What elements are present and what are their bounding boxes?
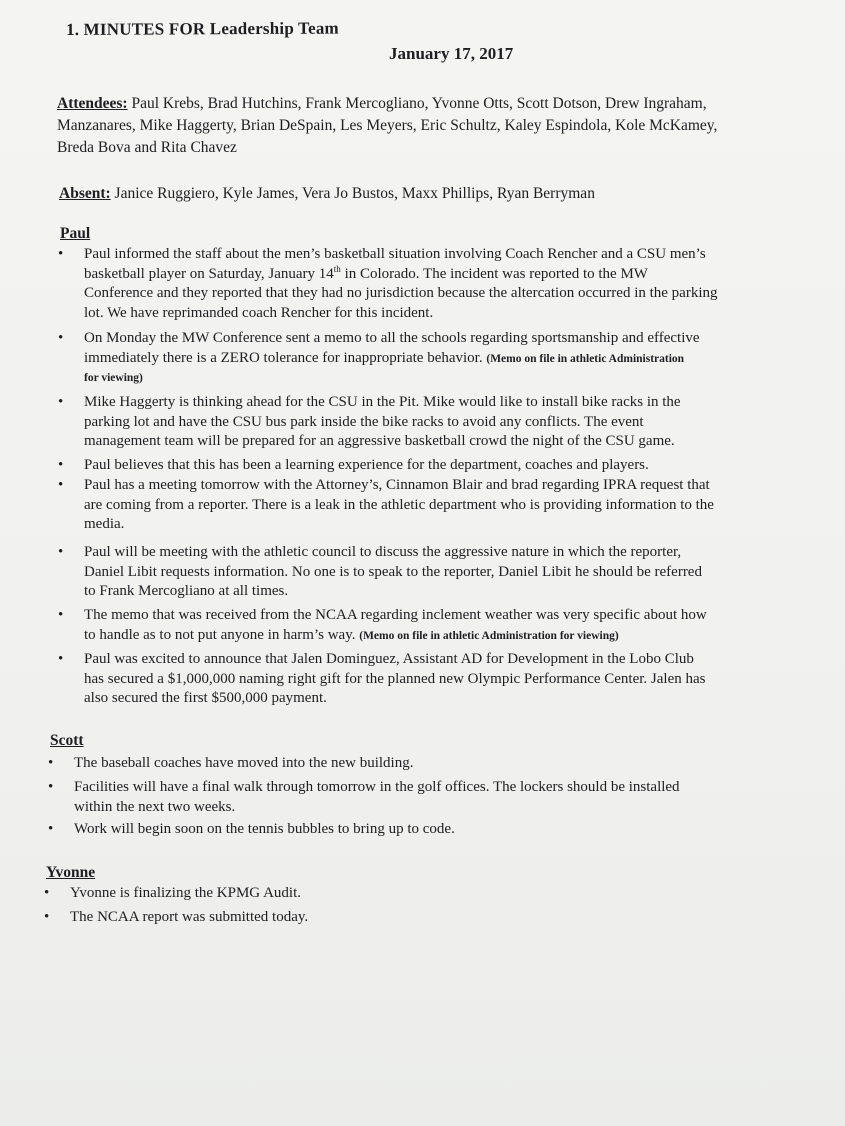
bullet-dot: •	[58, 607, 64, 623]
bullet-line: Paul informed the staff about the men’s basketball situation involving Coach Rencher and a CSU men’s	[84, 246, 706, 262]
bullet-line: lot. We have reprimanded coach Rencher for this incident.	[84, 304, 434, 321]
bullet-line-part: immediately there is a ZERO tolerance for inappropriate behavior.	[84, 349, 487, 366]
bullet-line: Yvonne is finalizing the KPMG Audit.	[70, 885, 301, 901]
attendees-line-1	[57, 94, 707, 114]
bullet-line-part: basketball player on Saturday, January 14	[84, 265, 334, 282]
absent-label: Absent:	[59, 185, 111, 202]
bullet-line: Work will begin soon on the tennis bubbles to bring up to code.	[74, 821, 455, 837]
bullet-dot: •	[44, 909, 50, 925]
bullet-line: media.	[84, 516, 125, 532]
bullet-line: The NCAA report was submitted today.	[70, 909, 309, 925]
bullet-dot: •	[58, 457, 64, 473]
bullet-line: also secured the first $500,000 payment.	[84, 690, 327, 706]
bullet-line: are coming from a reporter. There is a leak in the athletic department who is providing information to the	[84, 496, 714, 513]
bullet-dot: •	[58, 394, 64, 410]
bullet-dot: •	[58, 330, 64, 346]
bullet-dot: •	[48, 755, 54, 771]
attendees-line-2: Manzanares, Mike Haggerty, Brian DeSpain, Les Meyers, Eric Schultz, Kaley Espindola, Kole McKamey,	[57, 117, 718, 134]
bullet-dot: •	[58, 651, 64, 667]
section-heading-paul: Paul	[60, 225, 91, 242]
attendees-line-3: Breda Bova and Rita Chavez	[57, 139, 237, 156]
attendees-label: Attendees:	[57, 95, 128, 112]
bullet-dot: •	[58, 477, 64, 493]
bullet-line: to Frank Mercogliano at all times.	[84, 583, 289, 599]
bullet-line: parking lot and have the CSU bus park inside the bike racks to avoid any conflicts. The event	[84, 413, 644, 430]
bullet-line	[84, 349, 700, 369]
bullet-line: management team will be prepared for an aggressive basketball crowd the night of the CSU game.	[84, 433, 675, 449]
bullet-line: Paul believes that this has been a learning experience for the department, coaches and players.	[84, 457, 649, 473]
bullet-line: has secured a $1,000,000 naming right gift for the planned new Olympic Performance Center. Jalen has	[84, 670, 706, 687]
bullet-line: Paul has a meeting tomorrow with the Attorney’s, Cinnamon Blair and brad regarding IPRA request that	[84, 477, 710, 493]
bullet-line-part: to handle as to not put anyone in harm’s way.	[84, 626, 360, 643]
bullet-line: Daniel Libit requests information. No one is to speak to the reporter, Daniel Libit he should be referred	[84, 563, 702, 580]
bullet-dot: •	[48, 779, 54, 795]
bullet-line: The baseball coaches have moved into the new building.	[74, 755, 414, 771]
document-title: 1. MINUTES FOR Leadership Team	[66, 18, 339, 39]
bullet-line-part: in Colorado. The incident was reported to the MW	[340, 265, 648, 282]
absent-line	[59, 184, 595, 204]
bullet-line: Paul will be meeting with the athletic council to discuss the aggressive nature in which the reporter,	[84, 544, 682, 560]
bullet-line: Conference and they reported that they had no jurisdiction because the altercation occurred in the parking	[84, 285, 718, 301]
bullet-line: within the next two weeks.	[74, 798, 236, 815]
bullet-line	[84, 265, 718, 285]
bullet-dot: •	[48, 821, 54, 837]
bullet-line: Mike Haggerty is thinking ahead for the CSU in the Pit. Mike would like to install bike racks in the	[84, 394, 681, 410]
bullet-line	[84, 626, 707, 646]
memo-note: (Memo on file in athletic Administration for viewing)	[359, 629, 619, 642]
bullet-line: Facilities will have a final walk through tomorrow in the golf offices. The lockers should be installed	[74, 779, 680, 795]
bullet-dot: •	[58, 246, 64, 262]
section-heading-scott: Scott	[50, 732, 84, 749]
attendees-text-1: Paul Krebs, Brad Hutchins, Frank Mercogliano, Yvonne Otts, Scott Dotson, Drew Ingraham,	[131, 95, 707, 112]
memo-note: for viewing)	[84, 372, 143, 384]
bullet-line: Paul was excited to announce that Jalen Dominguez, Assistant AD for Development in the Lobo Club	[84, 651, 694, 667]
bullet-line	[84, 368, 700, 388]
bullet-line: On Monday the MW Conference sent a memo to all the schools regarding sportsmanship and effective	[84, 330, 700, 346]
bullet-dot: •	[58, 544, 64, 560]
bullet-line: The memo that was received from the NCAA regarding inclement weather was very specific about how	[84, 607, 707, 623]
superscript: th	[333, 263, 341, 274]
absent-text: Janice Ruggiero, Kyle James, Vera Jo Bustos, Maxx Phillips, Ryan Berryman	[114, 185, 595, 202]
memo-note: (Memo on file in athletic Administration	[486, 352, 685, 365]
section-heading-yvonne: Yvonne	[46, 864, 96, 881]
bullet-dot: •	[44, 885, 50, 901]
document-date: January 17, 2017	[389, 44, 514, 63]
